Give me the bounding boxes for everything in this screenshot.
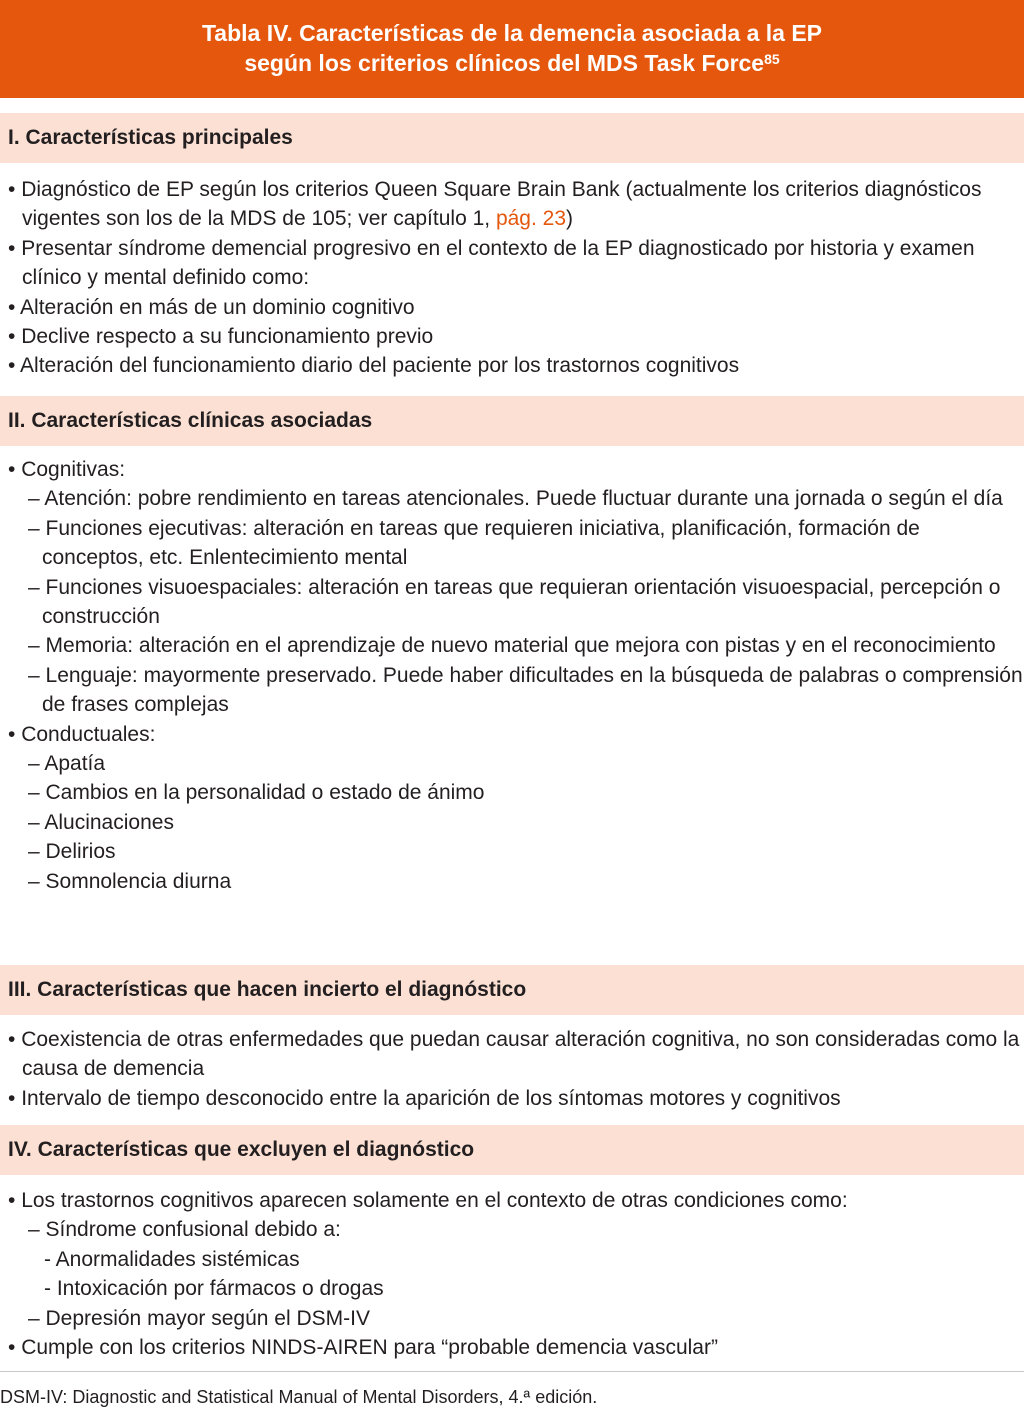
section-body-excluyen xyxy=(0,1186,1024,1362)
sub-list-item: – Cambios en la personalidad o estado de ánimo xyxy=(28,781,485,805)
sub-list-item: – Lenguaje: mayormente preservado. Puede haber dificultades en la búsqueda de palabras o comprensión de frases complejas xyxy=(28,663,1023,717)
list-item: • Los trastornos cognitivos aparecen solamente en el contexto de otras condiciones como: xyxy=(8,1189,848,1212)
sub-sub-list-item: - Intoxicación por fármacos o drogas xyxy=(44,1277,384,1301)
sub-list-item: – Alucinaciones xyxy=(28,810,174,834)
section-heading-principales: I. Características principales xyxy=(0,113,1024,163)
table-bottom-rule xyxy=(0,1371,1024,1372)
list-item: • Alteración del funcionamiento diario del paciente por los trastornos cognitivos xyxy=(8,354,740,378)
list-item: • Coexistencia de otras enfermedades que puedan causar alteración cognitiva, no son consideradas como la causa de demencia xyxy=(8,1028,1020,1081)
footnote: DSM-IV: Diagnostic and Statistical Manual of Mental Disorders, 4.ª edición. xyxy=(0,1387,598,1407)
table-title-line-1: Tabla IV. Características de la demencia asociada a la EP xyxy=(201,20,823,46)
title-reference: 85 xyxy=(764,51,780,67)
sub-list-item: – Atención: pobre rendimiento en tareas atencionales. Puede fluctuar durante una jornada o según el día xyxy=(28,487,1003,511)
list-item: • Alteración en más de un dominio cognitivo xyxy=(8,295,415,319)
list-item: • Declive respecto a su funcionamiento previo xyxy=(8,325,434,349)
section-body-incierto xyxy=(0,1025,1024,1113)
table-title xyxy=(0,0,1024,98)
section-heading-excluyen: IV. Características que excluyen el diagnóstico xyxy=(0,1125,1024,1175)
list-item: • Cumple con los criterios NINDS-AIREN para “probable demencia vascular” xyxy=(8,1336,718,1360)
section-heading-clinicas-asociadas: II. Características clínicas asociadas xyxy=(0,396,1024,446)
sub-list-item: – Delirios xyxy=(28,840,116,864)
list-item: • Presentar síndrome demencial progresivo en el contexto de la EP diagnosticado por historia y examen clínico y mental definido como: xyxy=(8,236,975,290)
sub-list-item: – Funciones visuoespaciales: alteración en tareas que requieran orientación visuoespacial, percepción o construcción xyxy=(28,575,1001,629)
sub-list-item: – Somnolencia diurna xyxy=(28,869,232,893)
list-item: • Cognitivas: xyxy=(8,458,126,481)
sub-list-item: – Depresión mayor según el DSM-IV xyxy=(28,1306,370,1330)
table-title-line-2: según los criterios clínicos del MDS Task Force$^{85}$ xyxy=(244,50,780,76)
sub-sub-list-item: - Anormalidades sistémicas xyxy=(44,1247,300,1271)
sub-list-item: – Síndrome confusional debido a: xyxy=(28,1218,341,1242)
section-heading-incierto: III. Características que hacen incierto el diagnóstico xyxy=(0,965,1024,1015)
list-item: • Conductuales: xyxy=(8,722,156,746)
sub-list-item: – Memoria: alteración en el aprendizaje de nuevo material que mejora con pistas y en el reconocimiento xyxy=(28,634,996,658)
list-item: • Intervalo de tiempo desconocido entre la aparición de los síntomas motores y cognitivos xyxy=(8,1086,841,1110)
section-body-clinicas-asociadas xyxy=(0,455,1024,896)
page-link[interactable]: pág. 23 xyxy=(495,207,567,231)
section-body-principales xyxy=(0,175,1024,381)
sub-list-item: – Apatía xyxy=(28,752,106,776)
sub-list-item: – Funciones ejecutivas: alteración en tareas que requieren iniciativa, planificación, formación de conceptos, etc. Enlentecimiento mental xyxy=(28,516,920,570)
list-item: • Diagnóstico de EP según los criterios Queen Square Brain Bank (actualmente los criterios diagnósticos vigentes son los de la MDS de 105; ver capítulo 1, pág. 23) xyxy=(8,178,982,231)
